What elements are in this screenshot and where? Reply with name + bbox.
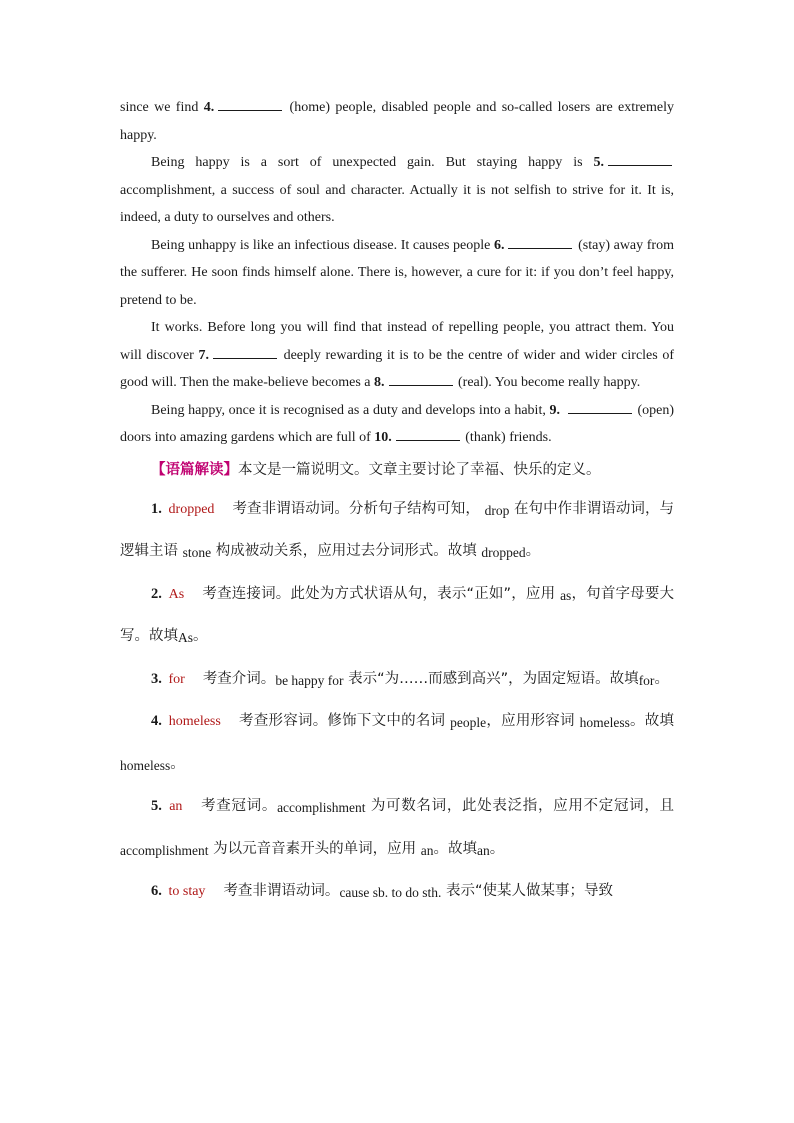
analysis-item: 5. an 考查冠词。accomplishment 为可数名词，此处表泛指，应用不定冠词，且 accomplishment 为以元音音素开头的单词，应用 an。故填an。 — [120, 798, 675, 858]
blank-number: 6. — [493, 237, 505, 253]
answer-text: an — [169, 799, 183, 814]
passage-paragraph: Being unhappy is like an infectious disease. It causes people 6. (stay) away from the sufferer. He soon finds himself alone. There is, however, a cure for it: if you don’t feel happy, pretend to be. — [120, 237, 674, 308]
analysis-item: 6. to stay 考查非谓语动词。cause sb. to do sth. 表示“使某人做某事；导致 — [151, 883, 614, 900]
answer-blank — [608, 153, 672, 166]
analysis-item: 4. homeless 考查形容词。修饰下文中的名词 people，应用形容词 homeless。故填homeless。 — [120, 713, 675, 773]
answer-text: to stay — [168, 884, 206, 899]
answer-text: dropped — [168, 501, 215, 517]
document-page — [120, 94, 674, 913]
blank-number: 7. — [198, 347, 209, 363]
passage-paragraph: It works. Before long you will find that instead of repelling people, you attract them. You will discover 7. deeply rewarding it is to be the centre of wider and wider circles of good will. Then the make-believe becomes a 8. (real). You become really happy. — [120, 320, 674, 390]
blank-number: 5. — [593, 155, 604, 170]
answer-blank — [389, 373, 453, 386]
answer-blank — [568, 401, 632, 414]
answer-text: for — [168, 671, 185, 687]
blank-number: 10. — [374, 430, 392, 445]
blank-number: 9. — [549, 402, 561, 418]
answer-blank — [396, 428, 460, 441]
passage-paragraph: since we find 4. (home) people, disabled people and so-called losers are extremely happy. — [120, 100, 675, 143]
blank-number: 4. — [203, 100, 215, 115]
passage-paragraph: Being happy, once it is recognised as a duty and develops into a habit, 9. (open) doors into amazing gardens which are full of 10. (thank) friends. — [120, 402, 675, 445]
answer-blank — [213, 346, 277, 359]
passage-paragraph: Being happy is a sort of unexpected gain. But staying happy is 5. accomplishment, a success of soul and character. Actually it is not selfish to strive for it. It is, indeed, a duty to ourselves and others. — [120, 155, 674, 225]
blank-number: 8. — [374, 375, 385, 390]
answer-text: homeless — [168, 714, 221, 729]
answer-blank — [218, 98, 282, 111]
analysis-item: 3. for 考查介词。be happy for 表示“为……而感到高兴”，为固定短语。故填for。 — [151, 670, 669, 688]
analysis-item: 1. dropped 考查非谓语动词。分析句子结构可知， drop 在句中作非谓语动词，与逻辑主语 stone 构成被动关系，应用过去分词形式。故填 dropped。 — [120, 500, 675, 560]
analysis-item: 2. As 考查连接词。此处为方式状语从句，表示“正如”，应用 as，句首字母要大写。故填As。 — [120, 585, 675, 645]
passage-analysis-intro: 【语篇解读】本文是一篇说明文。文章主要讨论了幸福、快乐的定义。 — [151, 461, 601, 478]
answer-text: As — [168, 586, 185, 602]
section-tag: 【语篇解读】 — [151, 461, 238, 478]
answer-blank — [508, 236, 572, 249]
